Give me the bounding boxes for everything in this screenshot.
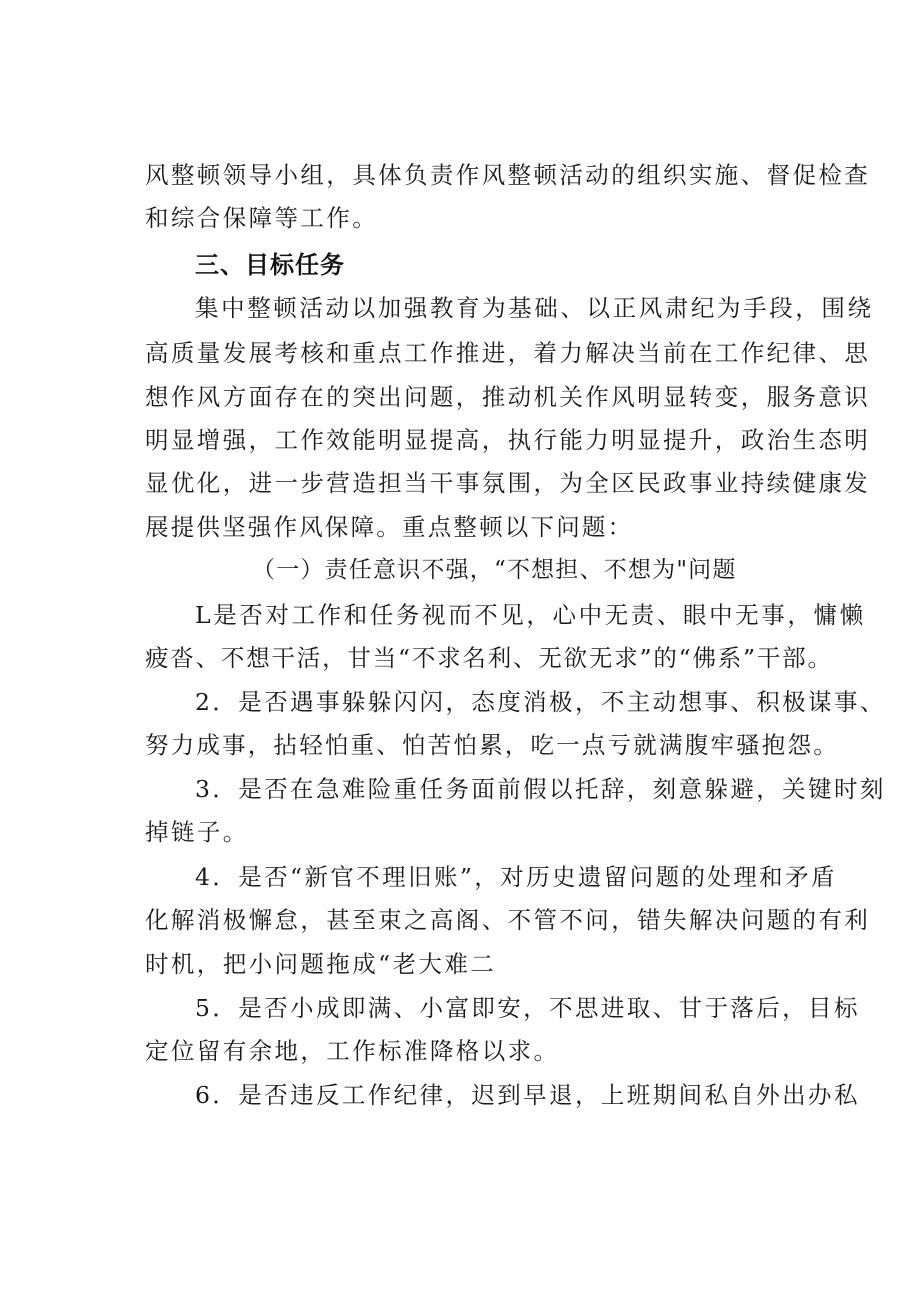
- list-item-text: 化解消极懈怠，甚至束之高阁、不管不问，错失解决问题的有利: [145, 906, 871, 934]
- text-line: [0, 1075, 920, 1115]
- text-line: [0, 638, 920, 678]
- text-line: [0, 900, 920, 940]
- list-item-text: L是否对工作和任务视而不见，心中无责、眼中无事，慵懒: [195, 601, 866, 629]
- section-heading: 三、目标任务: [195, 251, 345, 279]
- list-item-text: 疲沓、不想干活，甘当“不求名利、无欲无求”的“佛系”干部。: [145, 644, 833, 672]
- paragraph-text: 想作风方面存在的突出问题，推动机关作风明显转变，服务意识: [145, 383, 871, 411]
- text-line: [0, 198, 920, 238]
- paragraph-text: 明显增强，工作效能明显提高，执行能力明显提升，政治生态明: [145, 426, 871, 454]
- list-item-text: 定位留有余地，工作标准降格以求。: [145, 1037, 560, 1065]
- list-item-text: 努力成事，拈轻怕重、怕苦怕累，吃一点亏就满腹牢骚抱怨。: [145, 731, 839, 759]
- text-line: [0, 288, 920, 328]
- list-item-text: 5．是否小成即满、小富即安，不思进取、甘于落后，目标: [195, 994, 860, 1022]
- list-item-text: 3．是否在急难险重任务面前假以托辞，刻意躲避，关键时刻: [195, 775, 886, 803]
- text-line: [0, 463, 920, 503]
- paragraph-text: 和综合保障等工作。: [145, 204, 379, 232]
- text-line: [0, 988, 920, 1028]
- text-line: [0, 377, 920, 417]
- list-item-text: 掉链子。: [145, 818, 249, 846]
- text-line: [0, 1031, 920, 1071]
- text-line: [0, 155, 920, 195]
- list-item-text: 4．是否“新官不理旧账”，对历史遗留问题的处理和矛盾: [195, 863, 837, 891]
- section-heading-line: [0, 245, 920, 285]
- list-item-text: 2．是否遇事躲躲闪闪，态度消极，不主动想事、积极谋事、: [195, 688, 886, 716]
- paragraph-text: 高质量发展考核和重点工作推进，着力解决当前在工作纪律、思: [145, 339, 871, 367]
- subsection-heading-line: [0, 550, 920, 590]
- paragraph-text: 风整顿领导小组，具体负责作风整顿活动的组织实施、督促检查: [145, 161, 871, 189]
- text-line: [0, 333, 920, 373]
- text-line: [0, 682, 920, 722]
- text-line: [0, 812, 920, 852]
- text-line: [0, 857, 920, 897]
- list-item-text: 时机，把小问题拖成“老大难二: [145, 950, 497, 978]
- text-line: [0, 595, 920, 635]
- paragraph-text: 展提供坚强作风保障。重点整顿以下问题：: [145, 513, 634, 541]
- list-item-text: 6．是否违反工作纪律，迟到早退，上班期间私自外出办私: [195, 1081, 860, 1109]
- text-line: [0, 507, 920, 547]
- paragraph-text: 显优化，进一步营造担当干事氛围，为全区民政事业持续健康发: [145, 469, 871, 497]
- paragraph-text: 集中整顿活动以加强教育为基础、以正风肃纪为手段，围绕: [195, 294, 874, 322]
- subsection-heading: （一）责任意识不强，“不想担、不想为"问题: [252, 557, 737, 583]
- text-line: [0, 944, 920, 984]
- text-line: [0, 420, 920, 460]
- text-line: [0, 725, 920, 765]
- text-line: [0, 769, 920, 809]
